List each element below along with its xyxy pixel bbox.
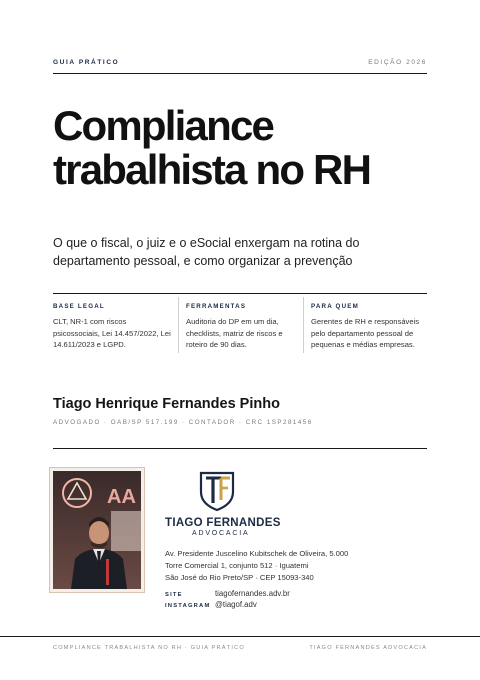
header-divider <box>53 73 427 74</box>
column-tools <box>186 295 298 353</box>
column-separator <box>178 297 179 353</box>
author-divider <box>53 448 427 449</box>
column-text: Auditoria do DP em um dia, checklists, matriz de riscos e roteiro de 90 dias. <box>186 317 283 349</box>
footer-right: TIAGO FERNANDES ADVOCACIA <box>309 645 427 651</box>
column-label: PARA QUEM <box>311 303 359 310</box>
author-credentials: ADVOGADO · OAB/SP 517.199 · CONTADOR · CRC 1SP281456 <box>53 419 313 426</box>
column-legal-basis <box>53 295 171 353</box>
address-line-2: Torre Comercial 1, conjunto 512 · Iguatemi <box>165 561 309 570</box>
title-line-1: Compliance <box>53 102 274 149</box>
page-subtitle: O que o fiscal, o juiz e o eSocial enxergam na rotina do departamento pessoal, e como organizar a prevenção <box>53 236 360 268</box>
office-address <box>165 548 348 584</box>
svg-text:AA: AA <box>107 486 136 508</box>
tf-monogram-icon <box>197 470 237 512</box>
address-line-3: São José do Rio Preto/SP · CEP 15093-340 <box>165 573 314 582</box>
instagram-label: INSTAGRAM <box>165 603 211 609</box>
title-line-2: trabalhista no RH <box>53 146 371 193</box>
author-name: Tiago Henrique Fernandes Pinho <box>53 396 280 412</box>
site-link[interactable]: tiagofernandes.adv.br <box>215 589 290 598</box>
columns-top-divider <box>53 293 427 294</box>
column-separator <box>303 297 304 353</box>
column-audience <box>311 295 429 353</box>
page-title <box>53 104 433 192</box>
author-photo-frame <box>49 467 145 593</box>
footer-left: COMPLIANCE TRABALHISTA NO RH · GUIA PRÁTICO <box>53 645 245 651</box>
guide-eyebrow: GUIA PRÁTICO <box>53 59 120 66</box>
column-label: BASE LEGAL <box>53 303 105 310</box>
instagram-link[interactable]: @tiagof.adv <box>215 600 257 609</box>
brand-subtitle: ADVOCACIA <box>192 530 250 537</box>
brand-name: TIAGO FERNANDES <box>165 517 281 529</box>
footer-divider <box>0 636 480 637</box>
column-text: Gerentes de RH e responsáveis pelo departamento pessoal de pequenas e médias empresas. <box>311 317 420 349</box>
column-label: FERRAMENTAS <box>186 303 247 310</box>
address-line-1: Av. Presidente Juscelino Kubitschek de Oliveira, 5.000 <box>165 549 349 558</box>
site-label: SITE <box>165 592 183 598</box>
column-text: CLT, NR-1 com riscos psicossociais, Lei 14.457/2022, Lei 14.611/2023 e LGPD. <box>53 317 171 349</box>
edition-label: EDIÇÃO 2026 <box>368 59 427 66</box>
author-photo <box>53 471 141 589</box>
